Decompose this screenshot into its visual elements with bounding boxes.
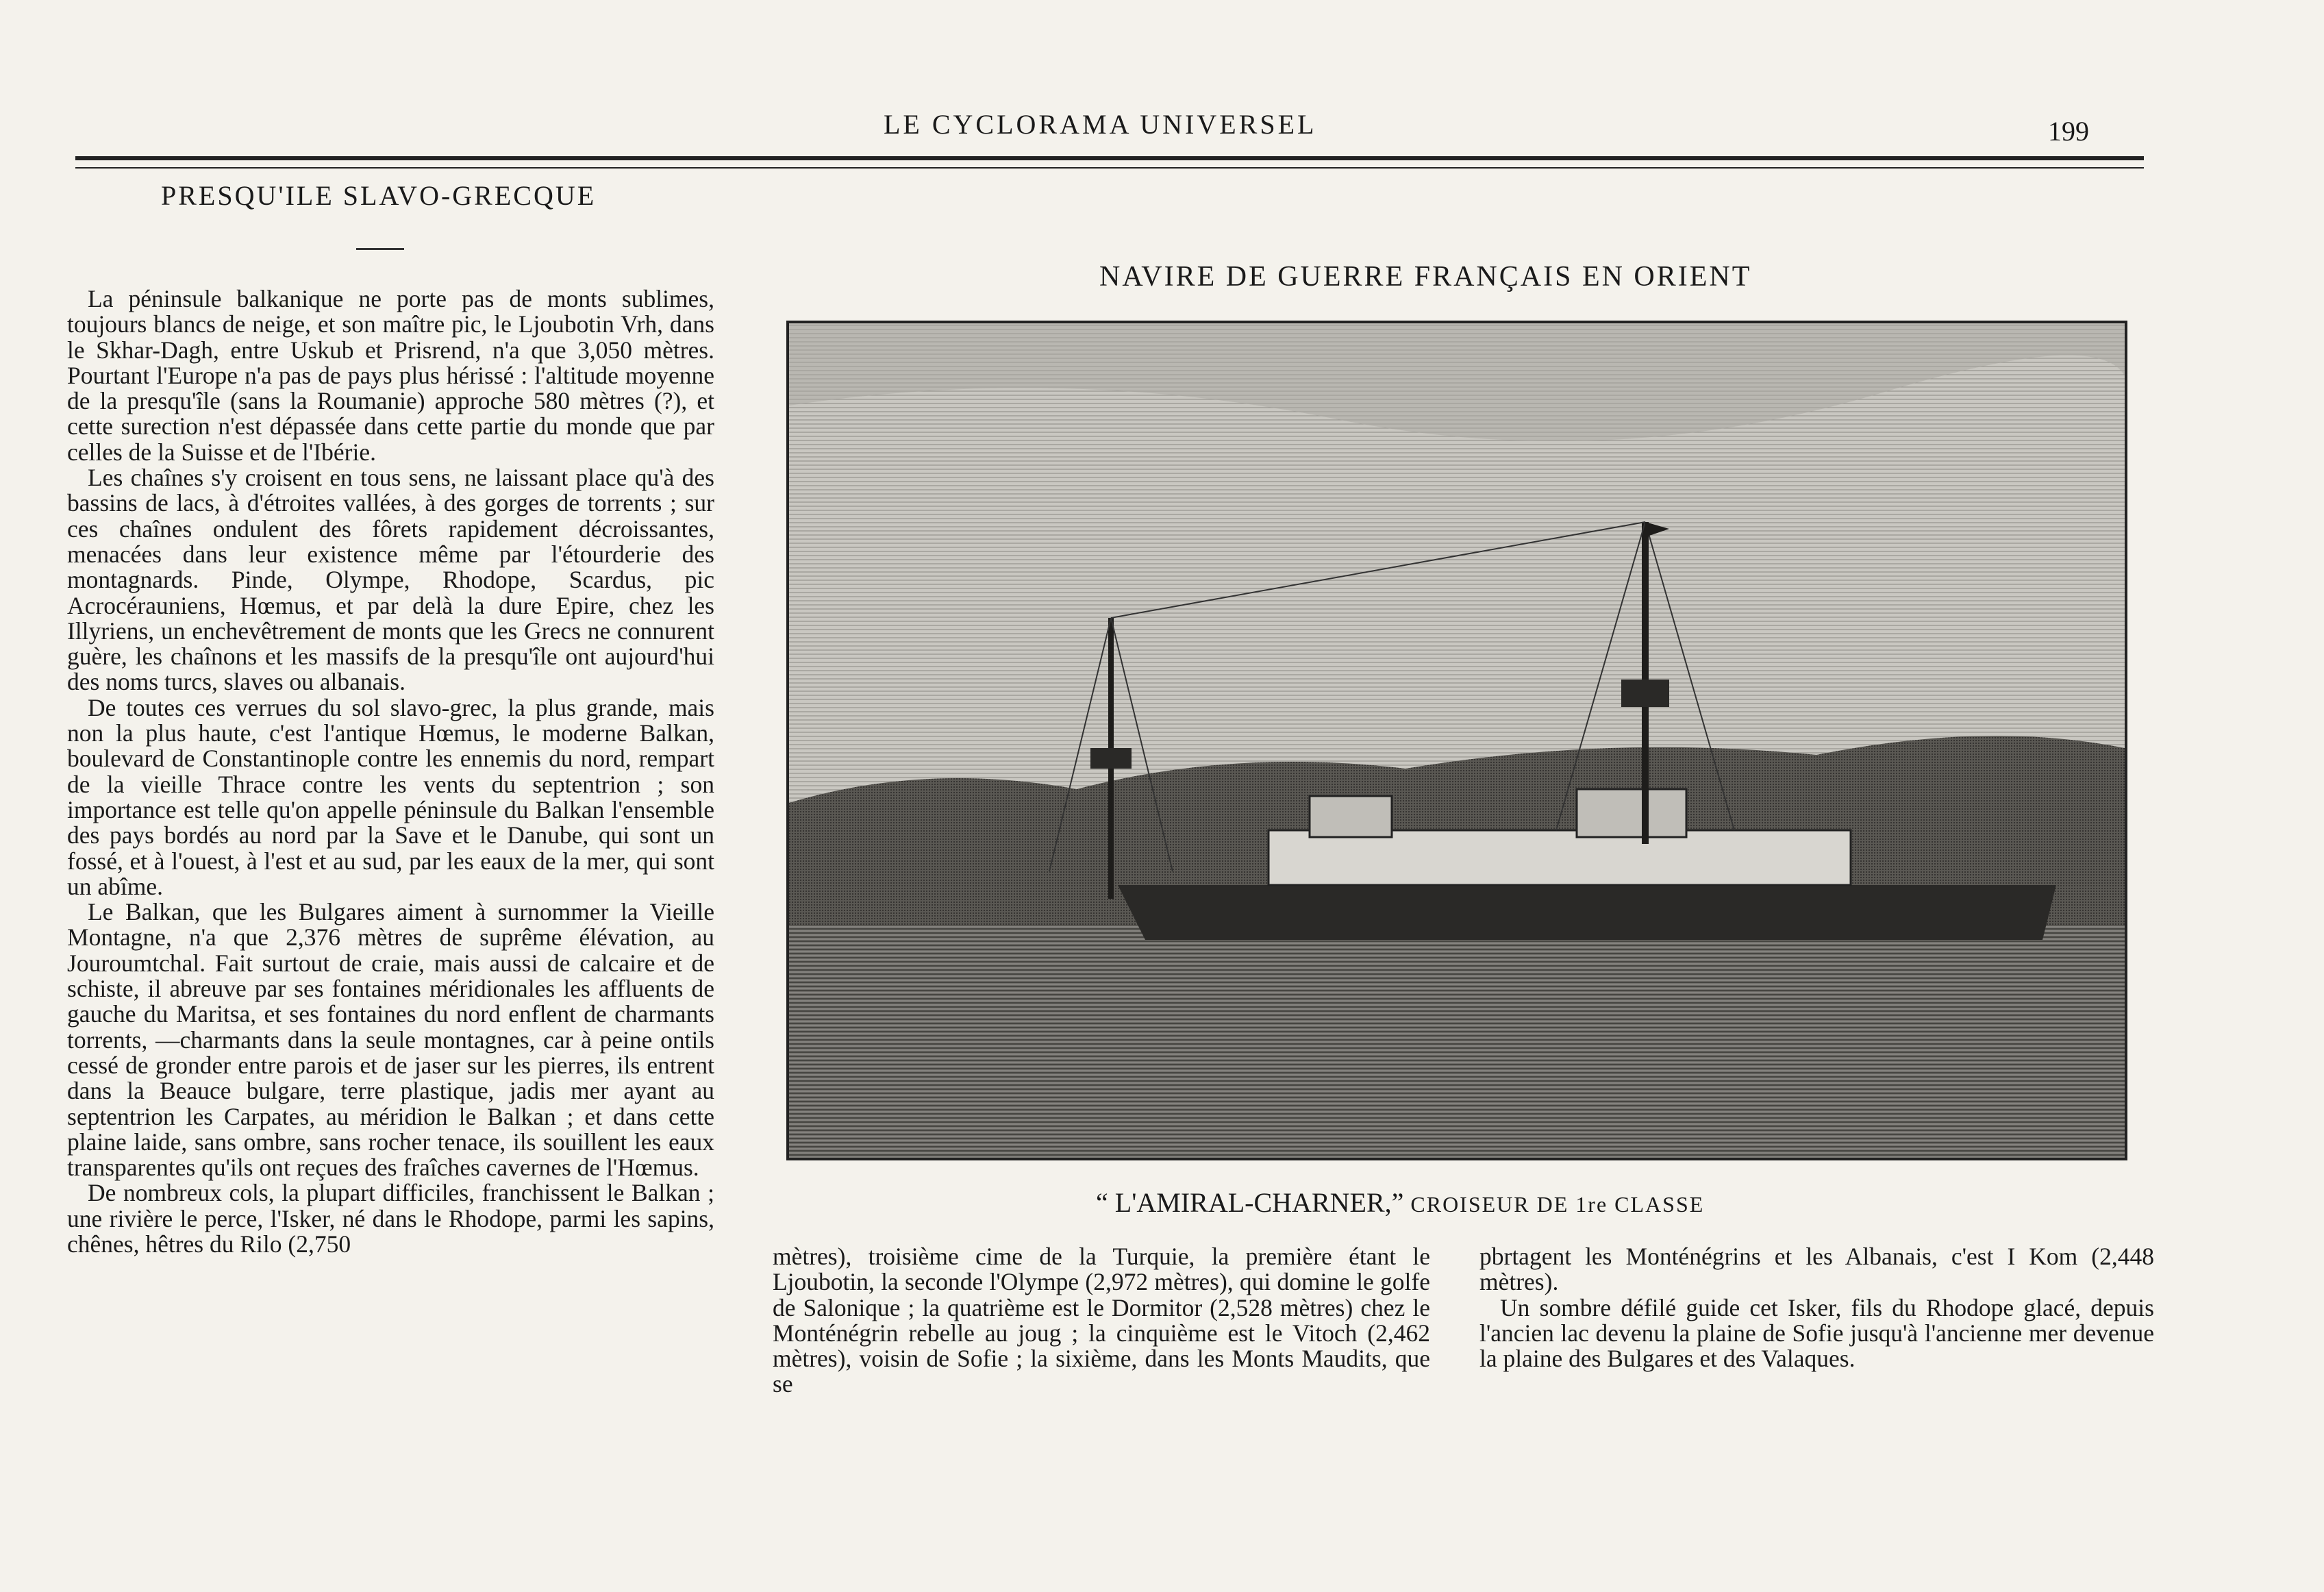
title-divider xyxy=(356,248,404,250)
caption-ship-name: “ L'AMIRAL-CHARNER,” xyxy=(1096,1187,1404,1218)
paragraph: Les chaînes s'y croisent en tous sens, ne laissant place qu'à des bassins de lacs, à d'étroites vallées, à des gorges de torrents ; sur ces chaînes ondulent des fôrets rapidement décroissantes, menacées dans leur existence même par l'étourderie des montagnards. Pinde, Olympe, Rhodope, Scardus, pic Acrocérauniens, Hœmus, et par delà la dure Epire, chez les Illyriens, un enchevêtrement de monts que les Grecs ne connurent guère, les chaînons et les massifs de la presqu'île ont aujourd'hui des noms turcs, slaves ou albanais. xyxy=(67,464,714,696)
figure-title: NAVIRE DE GUERRE FRANÇAIS EN ORIENT xyxy=(1099,261,1752,293)
paragraph: Un sombre défilé guide cet Isker, fils du Rhodope glacé, depuis l'ancien lac devenu la plaine de Sofie jusqu'à l'ancienne mer devenue la plaine des Bulgares et des Valaques. xyxy=(1479,1293,2154,1373)
article-title: PRESQU'ILE SLAVO-GRECQUE xyxy=(161,180,597,211)
paragraph: De toutes ces verrues du sol slavo-grec, la plus grande, mais non la plus haute, c'est l'antique Hœmus, le moderne Balkan, boulevard de Constantinople contre les ennemis du nord, rempart de la vieille Thrace contre les vents du septentrion ; son importance est telle qu'on appelle péninsule du Balkan l'ensemble des pays bordés au nord par la Save et le Danube, qui sont un fossé, et à l'ouest, à l'est et au sud, par les eaux de la mer, qui sont un abîme. xyxy=(67,693,714,900)
column-middle xyxy=(773,1244,1430,1397)
paragraph: mètres), troisième cime de la Turquie, la première étant le Ljoubotin, la seconde l'Olympe (2,972 mètres), qui domine le golfe de Salonique ; la quatrième est le Dormitor (2,528 mètres) chez le Monténégrin rebelle au joug ; la cinquième est le Vitoch (2,462 mètres), voisin de Sofie ; la sixième, dans les Monts Maudits, que se xyxy=(773,1243,1430,1398)
figure-caption xyxy=(1096,1186,1704,1219)
warship-illustration xyxy=(789,323,2125,1158)
header-rule xyxy=(75,156,2144,160)
running-title: LE CYCLORAMA UNIVERSEL xyxy=(884,109,1317,140)
paragraph: pbrtagent les Monténégrins et les Albanais, c'est I Kom (2,448 mètres). xyxy=(1479,1243,2154,1296)
paragraph: La péninsule balkanique ne porte pas de monts sublimes, toujours blancs de neige, et son maître pic, le Ljoubotin Vrh, dans le Skhar-Dagh, entre Uskub et Prisrend, n'a que 3,050 mètres. Pourtant l'Europe n'a pas de pays plus hérissé : l'altitude moyenne de la presqu'île (sans la Roumanie) approche 580 mètres (?), et cette surection n'est dépassée dans cette partie du monde que par celles de la Suisse et de l'Ibérie. xyxy=(67,285,714,466)
caption-description: CROISEUR DE 1re CLASSE xyxy=(1410,1192,1705,1217)
paragraph: Le Balkan, que les Bulgares aiment à surnommer la Vieille Montagne, n'a que 2,376 mètres de suprême élévation, au Jouroumtchal. Fait surtout de craie, mais aussi de calcaire et de schiste, il abreuve par ses fontaines méridionales les affluents de gauche du Maritsa, et ses fontaines du nord enflent de charmants torrents, —charmants dans la seule montagnes, car à peine ontils cessé de gronder entre parois et de jaser sur les pierres, ils entrent dans la Beauce bulgare, terre plastique, jadis mer ayant au septentrion les Carpates, au méridion le Balkan ; et dans cette plaine laide, sans ombre, sans rocher tenace, ils souillent les eaux transparentes qu'ils ont reçues des fraîches cavernes de l'Hœmus. xyxy=(67,898,714,1182)
figure-engraving xyxy=(786,321,2127,1160)
column-right xyxy=(1479,1244,2154,1371)
header-rule-thin xyxy=(75,167,2144,169)
paragraph: De nombreux cols, la plupart difficiles, franchissent le Balkan ; une rivière le perce, l'Isker, né dans le Rhodope, parmi les sapins, chênes, hêtres du Rilo (2,750 xyxy=(67,1179,714,1258)
column-left xyxy=(67,286,714,1257)
page-number: 199 xyxy=(2048,116,2089,147)
